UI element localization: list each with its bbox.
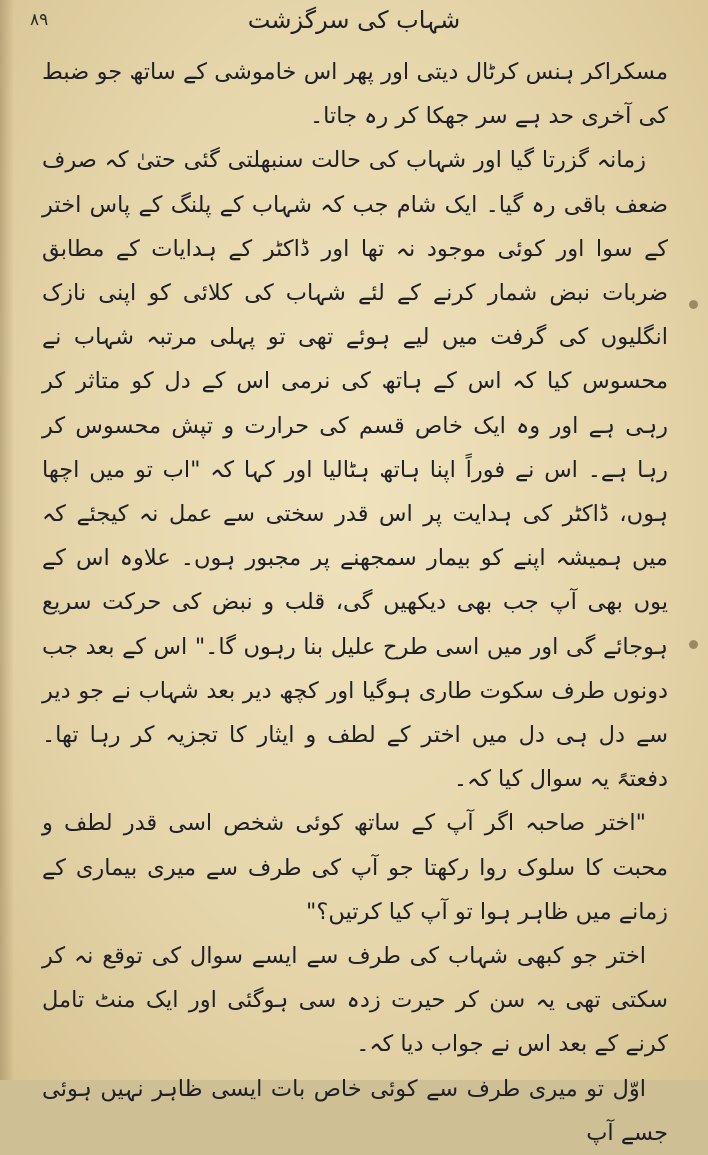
paragraph: مسکراکر ہنس کرٹال دیتی اور پھر اس خاموشی کے ساتھ جو ضبط کی آخری حد ہے سر جھکا کر رہ جاتا۔	[42, 59, 668, 130]
page-number: ۸۹	[30, 10, 49, 30]
page-binding-shadow	[0, 0, 14, 1080]
page-body	[42, 50, 668, 1155]
binding-hole	[689, 640, 698, 649]
binding-hole	[689, 300, 698, 309]
paragraph: اختر جو کبھی شہاب کی طرف سے ایسے سوال کی توقع نہ کر سکتی تھی یہ سن کر حیرت زدہ سی ہوگئی اور ایک منٹ تامل کرنے کے بعد اس نے جواب دیا کہ۔	[42, 943, 668, 1058]
paragraph: اوّل تو میری طرف سے کوئی خاص بات ایسی ظاہر نہیں ہوئی جسے آپ	[42, 1075, 668, 1146]
paragraph: "اختر صاحبہ اگر آپ کے ساتھ کوئی شخص اسی قدر لطف و محبت کا سلوک روا رکھتا جو آپ کی طرف سے میری بیماری کے زمانے میں ظاہر ہوا تو آپ کیا کرتیں؟"	[42, 810, 668, 925]
paragraph: زمانہ گزرتا گیا اور شہاب کی حالت سنبھلتی گئی حتیٰ کہ صرف ضعف باقی رہ گیا۔ ایک شام جب کہ شہاب کے پلنگ کے پاس اختر کے سوا اور کوئی موجود نہ تھا اور ڈاکٹر کے ہدایات کے مطابق ضربات نبض شمار کرنے کے لئے شہاب کی کلائی کو اپنی نازک انگلیوں کی گرفت میں لیے ہوئے تھی تو پہلی مرتبہ شہاب نے محسوس کیا کہ اس کے ہاتھ کی نرمی اس کے دل کو متاثر کر رہی ہے اور وہ ایک خاص قسم کی حرارت و تپش محسوس کر رہا ہے۔ اس نے فوراً اپنا ہاتھ ہٹالیا اور کہا کہ "اب تو میں اچھا ہوں، ڈاکٹر کی ہدایت پر اس قدر سختی سے عمل نہ کیجئے کہ میں ہمیشہ اپنے کو بیمار سمجھنے پر مجبور ہوں۔ علاوہ اس کے یوں بھی آپ جب بھی دیکھیں گی، قلب و نبض کی حرکت سریع ہوجائے گی اور میں اسی طرح علیل بنا رہوں گا۔" اس کے بعد جب دونوں طرف سکوت طاری ہوگیا اور کچھ دیر بعد شہاب نے جو دیر سے دل ہی دل میں اختر کے لطف و ایثار کا تجزیہ کر رہا تھا۔ دفعتہً یہ سوال کیا کہ۔	[42, 147, 668, 793]
running-head: شہاب کی سرگزشت	[247, 6, 461, 34]
